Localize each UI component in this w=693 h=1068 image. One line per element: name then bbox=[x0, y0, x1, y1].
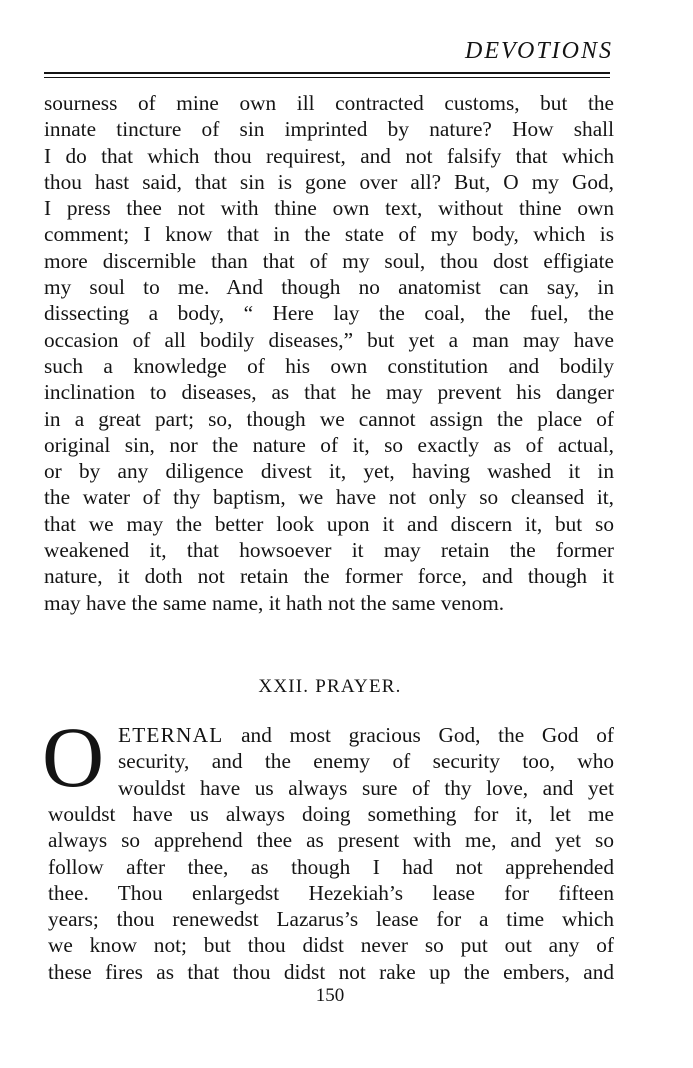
text-line: I do that which thou requirest, and not falsify that which bbox=[44, 143, 614, 168]
text-line: occasion of all bodily diseases,” but yet a man may have bbox=[44, 327, 614, 352]
text-line: my soul to me. And though no anatomist can say, in bbox=[44, 275, 614, 300]
text-line: I press thee not with thine own text, without thine own bbox=[44, 196, 614, 221]
text-line: weakened it, that howsoever it may retain the former bbox=[44, 538, 614, 563]
prayer-line: wouldst have us always sure of thy love, and yet bbox=[118, 775, 614, 800]
prayer-line: security, and the enemy of security too, who bbox=[118, 749, 614, 774]
prayer-first-word: ETERNAL bbox=[118, 723, 224, 747]
text-line: in a great part; so, though we cannot assign the place of bbox=[44, 406, 614, 431]
prayer-line: these fires as that thou didst not rake up the embers, and bbox=[48, 959, 614, 984]
text-line: sourness of mine own ill contracted customs, but the bbox=[44, 91, 614, 115]
running-head: DEVOTIONS bbox=[465, 38, 613, 64]
prayer-indented-block bbox=[118, 722, 614, 801]
page-number: 150 bbox=[315, 985, 345, 1006]
section-heading: XXII. PRAYER. bbox=[258, 676, 402, 697]
prayer-line: follow after thee, as though I had not apprehended bbox=[48, 854, 614, 879]
text-line: thou hast said, that sin is gone over all? But, O my God, bbox=[44, 169, 614, 194]
text-line: dissecting a body, “ Here lay the coal, the fuel, the bbox=[44, 301, 614, 326]
text-line: innate tincture of sin imprinted by nature? How shall bbox=[44, 117, 614, 142]
text-line: such a knowledge of his own constitution and bodily bbox=[44, 353, 614, 378]
text-line: more discernible than that of my soul, thou dost effigiate bbox=[44, 248, 614, 273]
text-line: comment; I know that in the state of my body, which is bbox=[44, 222, 614, 247]
text-line-last: may have the same name, it hath not the same venom. bbox=[44, 590, 505, 615]
text-line: nature, it doth not retain the former force, and though it bbox=[44, 564, 614, 589]
text-line: inclination to diseases, as that he may prevent his danger bbox=[44, 380, 614, 405]
header-rule-thick bbox=[44, 72, 610, 74]
drop-cap: O bbox=[42, 709, 105, 805]
prayer-first-line-rest: and most gracious God, the God of bbox=[223, 723, 614, 747]
prayer-line: wouldst have us always doing something for it, let me bbox=[48, 802, 614, 826]
prayer-first-line bbox=[118, 722, 614, 748]
prayer-line: years; thou renewedst Lazarus’s lease for a time which bbox=[48, 907, 614, 932]
prayer-line: thee. Thou enlargedst Hezekiah’s lease for fifteen bbox=[48, 880, 614, 905]
text-line: the water of thy baptism, we have not only so cleansed it, bbox=[44, 485, 614, 510]
header-rule-thin bbox=[44, 77, 610, 78]
devotion-text-block bbox=[44, 90, 614, 616]
prayer-text-block bbox=[48, 801, 614, 985]
prayer-line: we know not; but thou didst never so put out any of bbox=[48, 933, 614, 958]
text-line: that we may the better look upon it and discern it, but so bbox=[44, 511, 614, 536]
prayer-line: always so apprehend thee as present with me, and yet so bbox=[48, 828, 614, 853]
text-line: original sin, nor the nature of it, so exactly as of actual, bbox=[44, 432, 614, 457]
text-line: or by any diligence divest it, yet, having washed it in bbox=[44, 459, 614, 484]
